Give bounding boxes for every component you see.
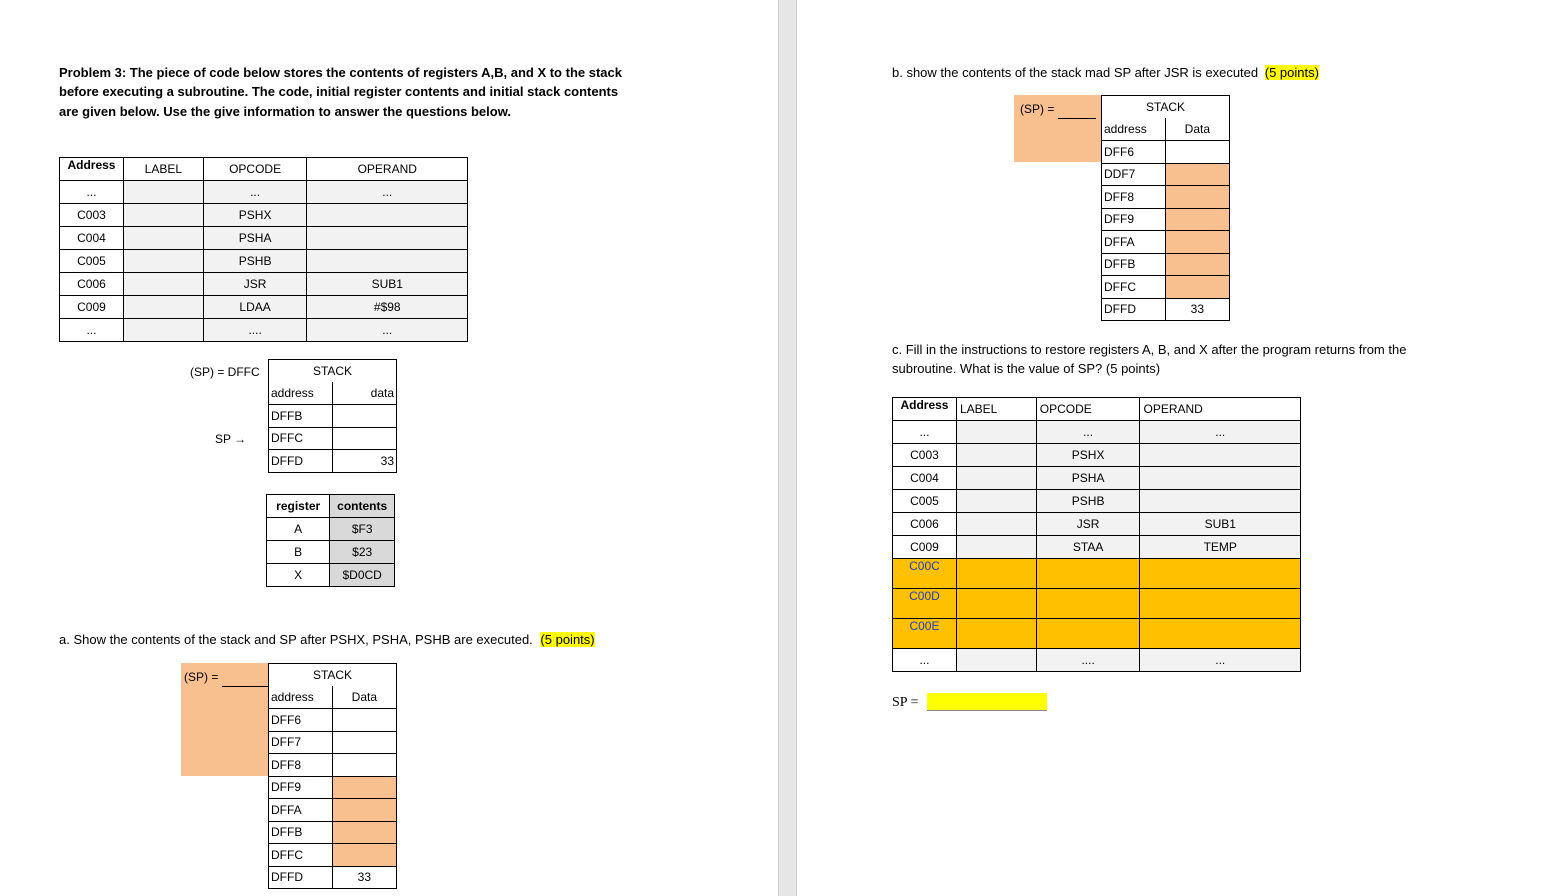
part-a-stack-row — [269, 776, 397, 799]
part-b-stack-data[interactable] — [1165, 208, 1229, 231]
part-c-question-line-1: c. Fill in the instructions to restore registers A, B, and X after the program returns from the — [892, 342, 1407, 357]
part-c-row — [893, 490, 1301, 513]
initial-stack-header-address: address — [269, 382, 333, 405]
part-b-stack-data: 33 — [1165, 298, 1229, 321]
code-table — [59, 157, 468, 342]
part-b-stack-address: DFF6 — [1102, 141, 1166, 164]
code-cell-label — [123, 273, 203, 296]
part-c-cell-label[interactable] — [956, 619, 1036, 649]
part-b-stack-row — [1102, 253, 1230, 276]
part-a-stack-title-row — [269, 664, 397, 687]
part-c-cell-label — [956, 490, 1036, 513]
part-c-cell-address: C00E — [893, 619, 957, 649]
part-a-stack-address: DFFA — [269, 799, 333, 822]
part-c-cell-label — [956, 513, 1036, 536]
part-c-cell-opcode: PSHX — [1036, 444, 1140, 467]
code-cell-address: C006 — [60, 273, 124, 296]
part-a-stack-title: STACK — [269, 664, 397, 687]
code-cell-operand: SUB1 — [307, 273, 468, 296]
registers-header-register: register — [267, 495, 330, 518]
part-c-row — [893, 536, 1301, 559]
part-a-stack-address: DFF8 — [269, 754, 333, 777]
code-row — [60, 273, 468, 296]
register-contents: $23 — [330, 541, 395, 564]
part-c-row — [893, 589, 1301, 619]
part-c-cell-address: ... — [893, 421, 957, 444]
code-cell-opcode: LDAA — [203, 296, 307, 319]
part-c-cell-label — [956, 536, 1036, 559]
part-c-cell-opcode[interactable] — [1036, 559, 1140, 589]
part-c-cell-address: C00C — [893, 559, 957, 589]
register-contents: $D0CD — [330, 564, 395, 587]
part-c-cell-label — [956, 421, 1036, 444]
code-row — [60, 204, 468, 227]
part-c-cell-operand[interactable] — [1140, 619, 1301, 649]
part-b-stack-data[interactable] — [1165, 186, 1229, 209]
initial-stack-title-row — [269, 360, 397, 383]
register-row — [267, 564, 395, 587]
code-header-address: Address — [60, 158, 124, 181]
part-a-stack-data: 33 — [332, 866, 396, 889]
code-cell-label — [123, 227, 203, 250]
part-a-stack-address: DFF6 — [269, 709, 333, 732]
part-b-stack-table — [1101, 95, 1230, 321]
part-a-stack-data — [332, 754, 396, 777]
part-a-stack-table — [268, 663, 397, 889]
part-a-question-text: a. Show the contents of the stack and SP after PSHX, PSHA, PSHB are executed. — [59, 632, 533, 647]
code-cell-operand: ... — [307, 181, 468, 204]
part-a-stack-data[interactable] — [332, 799, 396, 822]
part-a-sp-blank[interactable] — [222, 674, 268, 687]
code-cell-address: C009 — [60, 296, 124, 319]
part-c-cell-operand: ... — [1140, 649, 1301, 672]
part-c-cell-address: C003 — [893, 444, 957, 467]
code-cell-address: C005 — [60, 250, 124, 273]
part-a-stack-row — [269, 844, 397, 867]
part-c-cell-opcode: STAA — [1036, 536, 1140, 559]
register-row — [267, 518, 395, 541]
part-b-stack-address: DFFB — [1102, 253, 1166, 276]
part-c-cell-operand — [1140, 467, 1301, 490]
part-b-stack-row — [1102, 298, 1230, 321]
part-c-cell-address: C004 — [893, 467, 957, 490]
part-c-cell-label — [956, 467, 1036, 490]
part-a-stack-address: DFFD — [269, 866, 333, 889]
code-cell-opcode: PSHA — [203, 227, 307, 250]
part-c-cell-operand: SUB1 — [1140, 513, 1301, 536]
part-c-cell-label[interactable] — [956, 559, 1036, 589]
code-cell-address: ... — [60, 181, 124, 204]
part-c-cell-opcode: PSHA — [1036, 467, 1140, 490]
register-contents: $F3 — [330, 518, 395, 541]
part-c-cell-label — [956, 444, 1036, 467]
part-b-stack-data[interactable] — [1165, 231, 1229, 254]
part-c-cell-operand — [1140, 490, 1301, 513]
initial-stack-data — [332, 405, 396, 428]
part-c-sp-label: SP = — [892, 695, 919, 710]
code-row — [60, 319, 468, 342]
part-c-header-row — [893, 398, 1301, 421]
part-b-stack-data — [1165, 141, 1229, 164]
part-c-code-table — [892, 397, 1301, 672]
code-cell-operand: ... — [307, 319, 468, 342]
part-b-stack-address: DDF7 — [1102, 163, 1166, 186]
code-cell-address: C003 — [60, 204, 124, 227]
part-a-question — [59, 630, 595, 649]
register-name: X — [267, 564, 330, 587]
initial-stack-header-data: data — [332, 382, 396, 405]
part-c-cell-opcode[interactable] — [1036, 589, 1140, 619]
initial-stack-row — [269, 450, 397, 473]
initial-stack-address: DFFD — [269, 450, 333, 473]
part-a-points: (5 points) — [540, 632, 595, 647]
code-cell-opcode: ... — [203, 181, 307, 204]
code-row — [60, 227, 468, 250]
part-c-header-opcode: OPCODE — [1036, 398, 1140, 421]
part-c-cell-address: C006 — [893, 513, 957, 536]
code-row — [60, 250, 468, 273]
part-c-cell-operand: TEMP — [1140, 536, 1301, 559]
register-name: B — [267, 541, 330, 564]
part-a-stack-row — [269, 799, 397, 822]
registers-table — [266, 494, 395, 587]
code-row — [60, 181, 468, 204]
initial-stack-data — [332, 427, 396, 450]
part-b-sp-blank[interactable] — [1058, 106, 1096, 119]
part-b-stack-header-row — [1102, 118, 1230, 141]
initial-sp-label: (SP) = DFFC — [190, 365, 260, 379]
part-a-stack-data[interactable] — [332, 844, 396, 867]
part-c-row — [893, 619, 1301, 649]
page-gutter — [778, 0, 797, 896]
part-c-cell-label[interactable] — [956, 589, 1036, 619]
code-cell-operand: #$98 — [307, 296, 468, 319]
part-c-cell-opcode: ... — [1036, 421, 1140, 444]
registers-header-row — [267, 495, 395, 518]
code-cell-address: ... — [60, 319, 124, 342]
part-b-question — [892, 63, 1319, 82]
part-c-row — [893, 513, 1301, 536]
part-a-stack-row — [269, 866, 397, 889]
registers-header-contents: contents — [330, 495, 395, 518]
code-header-opcode: OPCODE — [203, 158, 307, 181]
part-b-stack-data[interactable] — [1165, 253, 1229, 276]
code-cell-opcode: PSHX — [203, 204, 307, 227]
part-a-stack-row — [269, 754, 397, 777]
part-b-stack-title-row — [1102, 96, 1230, 119]
code-cell-opcode: .... — [203, 319, 307, 342]
part-c-cell-operand[interactable] — [1140, 589, 1301, 619]
part-a-stack-row — [269, 821, 397, 844]
part-b-stack-header-address: address — [1102, 118, 1166, 141]
part-a-stack-row — [269, 731, 397, 754]
code-cell-opcode: JSR — [203, 273, 307, 296]
code-cell-label — [123, 204, 203, 227]
part-b-stack-data[interactable] — [1165, 163, 1229, 186]
part-b-stack-row — [1102, 186, 1230, 209]
part-b-stack-address: DFF8 — [1102, 186, 1166, 209]
part-c-header-label: LABEL — [956, 398, 1036, 421]
part-a-stack-data — [332, 709, 396, 732]
part-c-cell-operand — [1140, 444, 1301, 467]
part-c-header-address: Address — [893, 398, 957, 421]
register-row — [267, 541, 395, 564]
code-row — [60, 296, 468, 319]
part-c-header-operand: OPERAND — [1140, 398, 1301, 421]
part-c-row — [893, 467, 1301, 490]
part-b-stack-address: DFFA — [1102, 231, 1166, 254]
part-a-stack-data[interactable] — [332, 821, 396, 844]
part-b-stack-address: DFFC — [1102, 276, 1166, 299]
initial-stack-row — [269, 405, 397, 428]
code-header-label: LABEL — [123, 158, 203, 181]
problem-title-line-1: Problem 3: The piece of code below stores the contents of registers A,B, and X to the stack — [59, 65, 622, 80]
part-c-cell-opcode: PSHB — [1036, 490, 1140, 513]
part-c-row — [893, 649, 1301, 672]
code-header-row — [60, 158, 468, 181]
part-c-question-line-2: subroutine. What is the value of SP? (5 points) — [892, 361, 1161, 376]
part-a-stack-row — [269, 709, 397, 732]
part-c-cell-label — [956, 649, 1036, 672]
part-c-cell-address: ... — [893, 649, 957, 672]
part-c-cell-opcode: .... — [1036, 649, 1140, 672]
part-c-cell-operand: ... — [1140, 421, 1301, 444]
part-b-stack-row — [1102, 163, 1230, 186]
part-b-sp-answer-box[interactable] — [1014, 95, 1101, 162]
initial-stack-data: 33 — [332, 450, 396, 473]
part-a-stack-address: DFF9 — [269, 776, 333, 799]
part-b-stack-row — [1102, 141, 1230, 164]
part-b-stack-row — [1102, 276, 1230, 299]
sp-pointer-arrow: SP → — [215, 432, 247, 446]
code-cell-label — [123, 250, 203, 273]
initial-stack-row — [269, 427, 397, 450]
part-b-stack-row — [1102, 231, 1230, 254]
part-b-stack-address: DFFD — [1102, 298, 1166, 321]
part-c-cell-address: C009 — [893, 536, 957, 559]
part-c-row — [893, 444, 1301, 467]
part-b-points: (5 points) — [1264, 65, 1319, 80]
part-a-stack-address: DFFB — [269, 821, 333, 844]
initial-stack-address: DFFB — [269, 405, 333, 428]
part-b-sp-label: (SP) = — [1020, 102, 1055, 116]
initial-stack-header-row — [269, 382, 397, 405]
code-header-operand: OPERAND — [307, 158, 468, 181]
part-a-stack-header-data: Data — [332, 686, 396, 709]
part-b-stack-address: DFF9 — [1102, 208, 1166, 231]
part-a-stack-data — [332, 731, 396, 754]
part-c-row — [893, 559, 1301, 589]
part-a-stack-address: DFF7 — [269, 731, 333, 754]
initial-stack-address: DFFC — [269, 427, 333, 450]
initial-stack-table — [268, 359, 397, 473]
part-c-row — [893, 421, 1301, 444]
part-a-sp-label: (SP) = — [184, 670, 219, 684]
part-b-question-text: b. show the contents of the stack mad SP after JSR is executed — [892, 65, 1259, 80]
code-cell-opcode: PSHB — [203, 250, 307, 273]
part-a-stack-header-address: address — [269, 686, 333, 709]
page-right — [797, 0, 1543, 896]
part-a-stack-address: DFFC — [269, 844, 333, 867]
problem-title-line-3: are given below. Use the give information to answer the questions below. — [59, 104, 511, 119]
code-cell-address: C004 — [60, 227, 124, 250]
part-a-sp-answer-box[interactable] — [181, 663, 268, 776]
part-b-stack-data[interactable] — [1165, 276, 1229, 299]
code-cell-operand — [307, 250, 468, 273]
part-a-stack-header-row — [269, 686, 397, 709]
part-a-stack-data[interactable] — [332, 776, 396, 799]
code-cell-operand — [307, 227, 468, 250]
initial-stack-title: STACK — [269, 360, 397, 383]
code-cell-label — [123, 296, 203, 319]
part-c-sp-answer-field[interactable] — [927, 693, 1047, 711]
part-b-stack-header-data: Data — [1165, 118, 1229, 141]
code-cell-label — [123, 319, 203, 342]
code-cell-label — [123, 181, 203, 204]
part-b-stack-title: STACK — [1102, 96, 1230, 119]
problem-title-line-2: before executing a subroutine. The code, initial register contents and initial stack contents — [59, 84, 619, 99]
code-cell-operand — [307, 204, 468, 227]
part-c-cell-address: C00D — [893, 589, 957, 619]
part-c-cell-address: C005 — [893, 490, 957, 513]
part-c-cell-opcode[interactable] — [1036, 619, 1140, 649]
part-c-cell-operand[interactable] — [1140, 559, 1301, 589]
part-c-cell-opcode: JSR — [1036, 513, 1140, 536]
part-b-stack-row — [1102, 208, 1230, 231]
register-name: A — [267, 518, 330, 541]
